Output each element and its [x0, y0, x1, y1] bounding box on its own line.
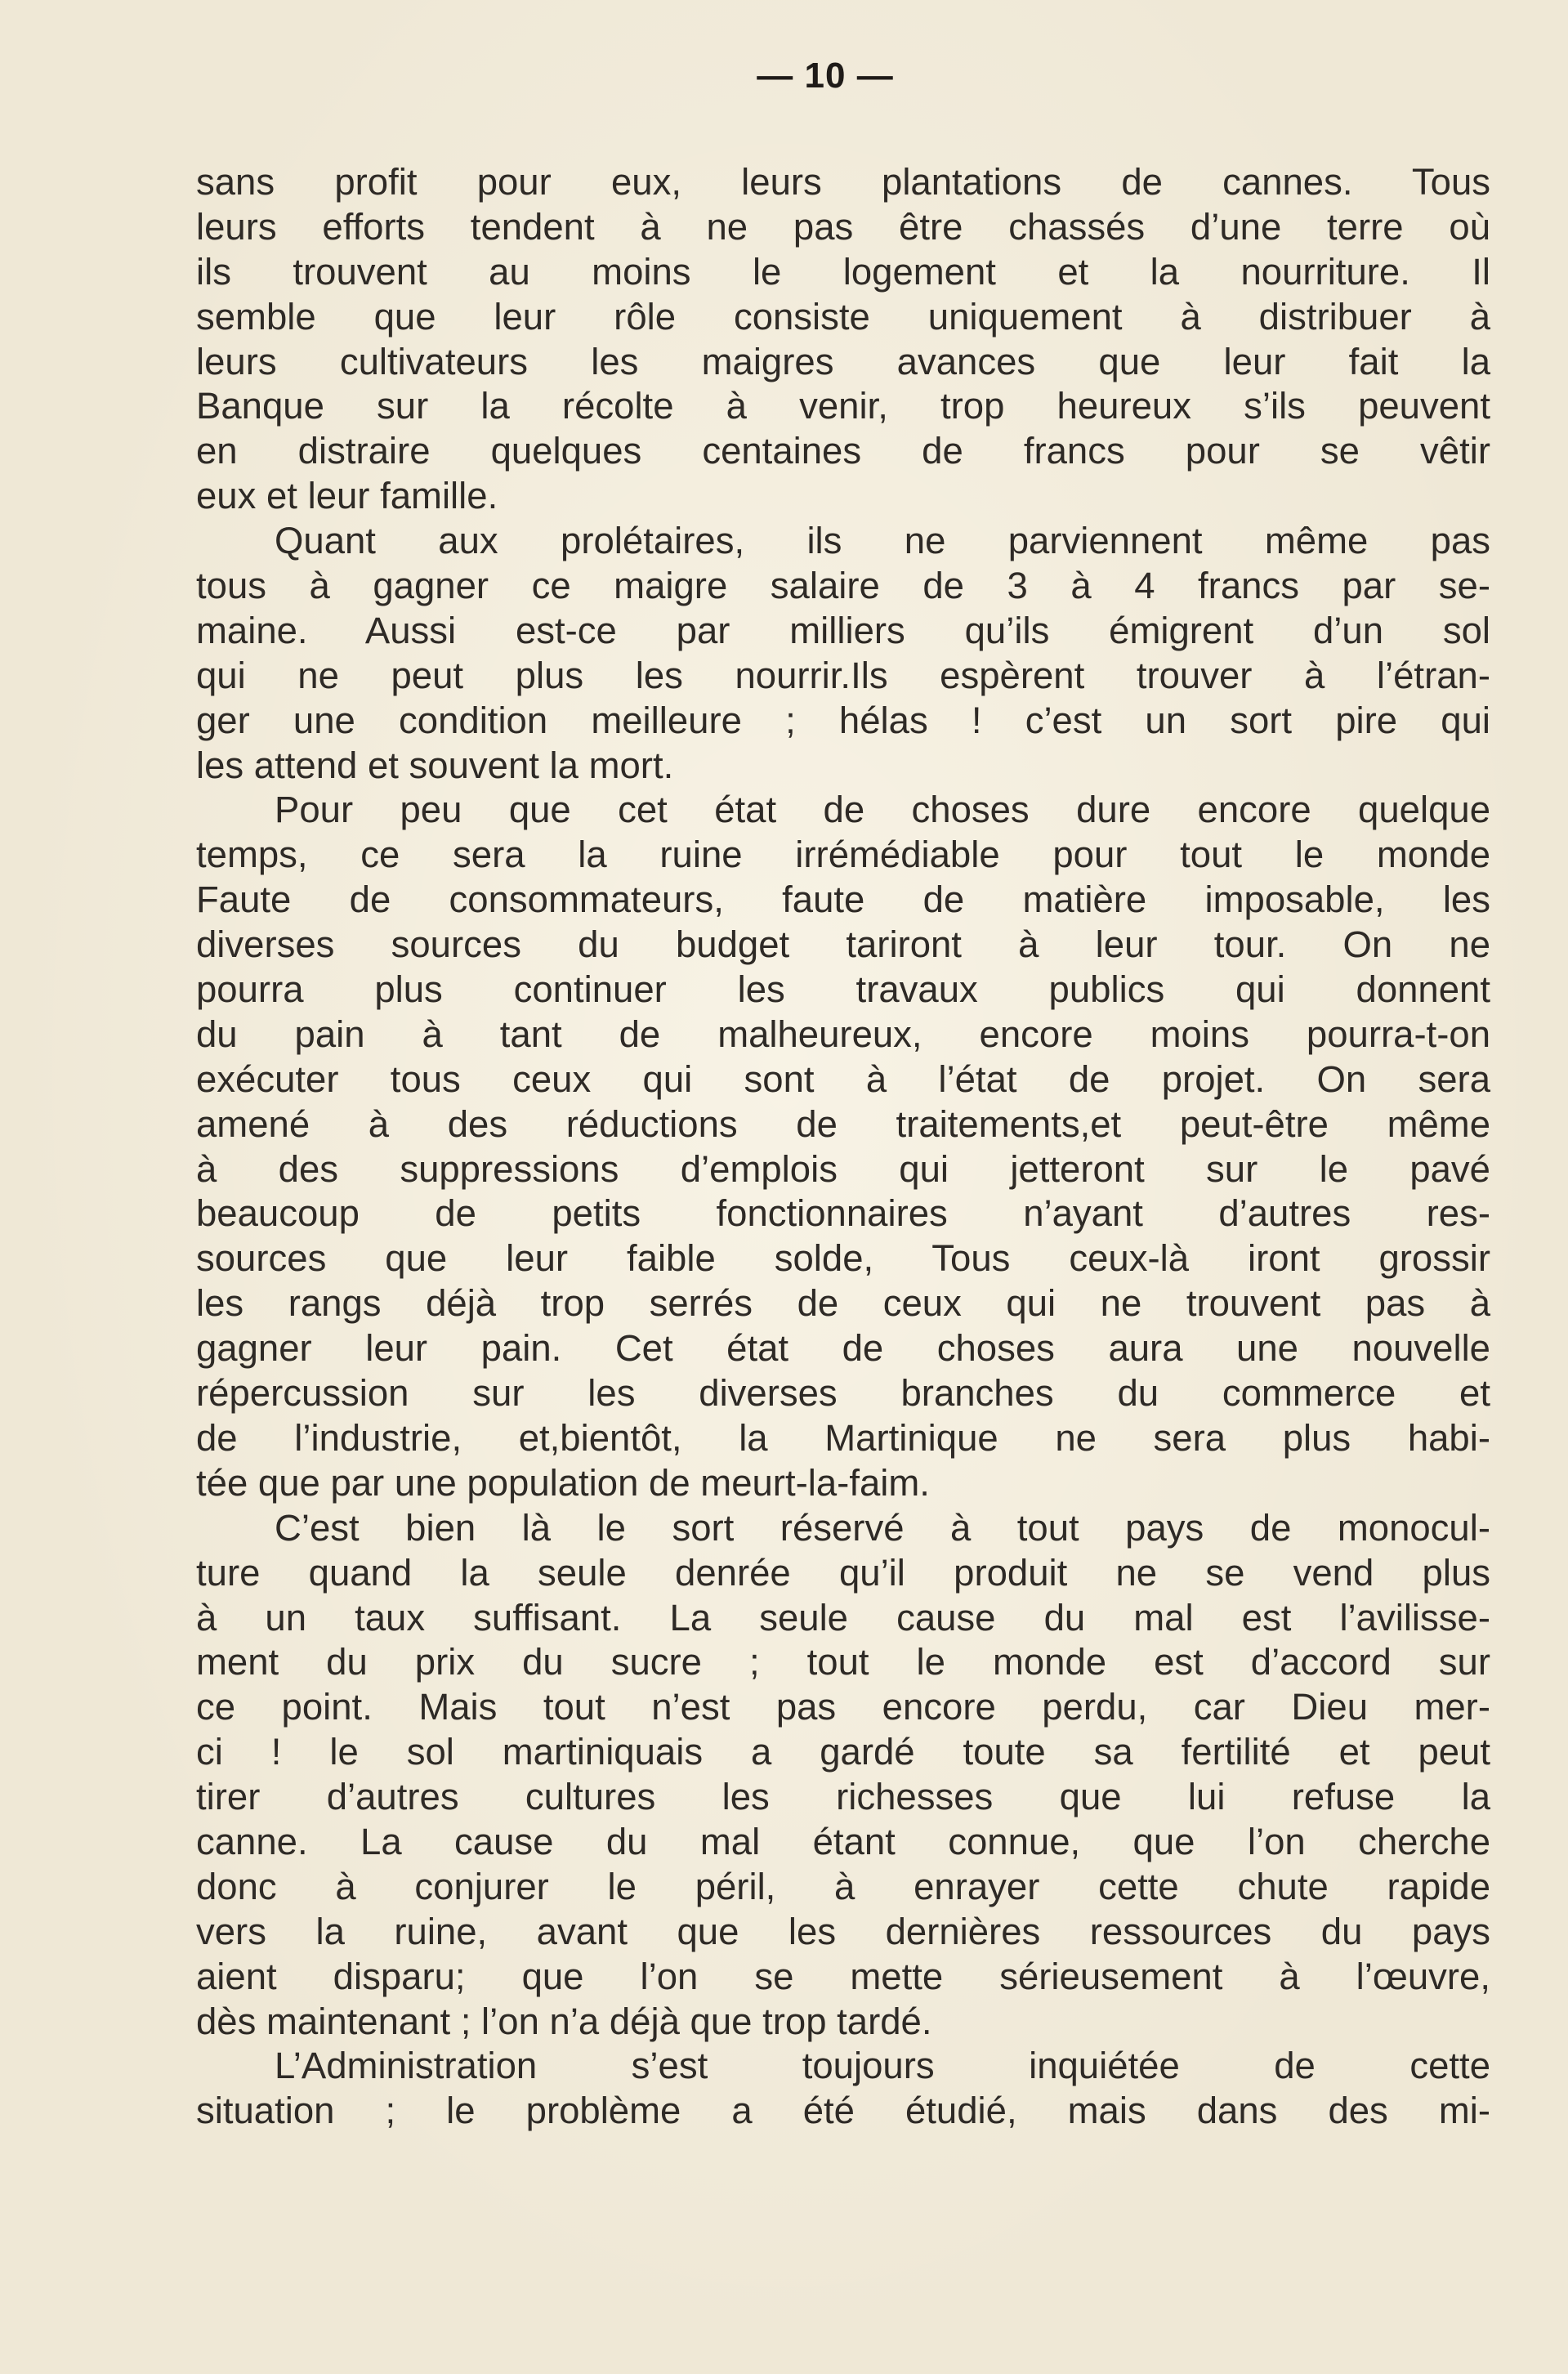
text-line: vers la ruine, avant que les dernières ressources du pays — [196, 1910, 1490, 1952]
text-line: tous à gagner ce maigre salaire de 3 à 4 francs par se- — [196, 565, 1490, 607]
text-line: ci ! le sol martiniquais a gardé toute sa fertilité et peut — [196, 1731, 1490, 1773]
text-line: amené à des réductions de traitements,et peut-être même — [196, 1102, 1490, 1145]
text-line: Quant aux prolétaires, ils ne parviennent même pas — [275, 520, 1490, 562]
text-line: Pour peu que cet état de choses dure encore quelque — [275, 789, 1490, 831]
text-line: C’est bien là le sort réservé à tout pays de monocul- — [275, 1506, 1490, 1549]
text-line: ment du prix du sucre ; tout le monde est d’accord sur — [196, 1641, 1490, 1683]
text-line: en distraire quelques centaines de francs pour se vêtir — [196, 430, 1490, 472]
text-line: ture quand la seule denrée qu’il produit ne se vend plus — [196, 1551, 1490, 1594]
paragraph — [196, 1506, 1490, 2045]
text-line: sources que leur faible solde, Tous ceux-là iront grossir — [196, 1237, 1490, 1280]
text-line: donc à conjurer le péril, à enrayer cette chute rapide — [196, 1865, 1490, 1907]
text-line: semble que leur rôle consiste uniquement à distribuer à — [196, 295, 1490, 338]
text-line: tée que par une population de meurt-la-faim. — [196, 1461, 930, 1504]
text-line: tirer d’autres cultures les richesses que lui refuse la — [196, 1776, 1490, 1818]
text-line: ger une condition meilleure ; hélas ! c’est un sort pire qui — [196, 699, 1490, 741]
text-line: les attend et souvent la mort. — [196, 744, 674, 786]
text-line: ce point. Mais tout n’est pas encore perdu, car Dieu mer- — [196, 1686, 1490, 1728]
text-line: beaucoup de petits fonctionnaires n’ayant d’autres res- — [196, 1192, 1490, 1235]
text-line: temps, ce sera la ruine irrémédiable pour tout le monde — [196, 834, 1490, 876]
paragraph — [196, 788, 1490, 1505]
page-number: — 10 — — [757, 56, 894, 96]
text-line: du pain à tant de malheureux, encore moins pourra-t-on — [196, 1013, 1490, 1055]
text-line: situation ; le problème a été étudié, mais dans des mi- — [196, 2090, 1490, 2132]
text-line: aient disparu; que l’on se mette sérieusement à l’œuvre, — [196, 1955, 1490, 1997]
text-line: de l’industrie, et,bientôt, la Martinique ne sera plus habi- — [196, 1416, 1490, 1459]
text-line: canne. La cause du mal étant connue, que l’on cherche — [196, 1820, 1490, 1862]
text-line: leurs efforts tendent à ne pas être chassés d’une terre où — [196, 205, 1490, 248]
text-line: ils trouvent au moins le logement et la nourriture. Il — [196, 250, 1490, 293]
text-line: sans profit pour eux, leurs plantations de cannes. Tous — [196, 161, 1490, 203]
text-line: les rangs déjà trop serrés de ceux qui ne trouvent pas à — [196, 1282, 1490, 1325]
paragraph — [196, 160, 1490, 519]
text-line: eux et leur famille. — [196, 475, 498, 517]
text-line: répercussion sur les diverses branches du commerce et — [196, 1372, 1490, 1415]
paragraph — [196, 519, 1490, 788]
text-line: maine. Aussi est-ce par milliers qu’ils émigrent d’un sol — [196, 609, 1490, 651]
text-line: exécuter tous ceux qui sont à l’état de projet. On sera — [196, 1057, 1490, 1100]
text-line: Faute de consommateurs, faute de matière imposable, les — [196, 879, 1490, 921]
text-line: pourra plus continuer les travaux publics qui donnent — [196, 968, 1490, 1011]
text-line: L’Administration s’est toujours inquiétée de cette — [275, 2045, 1490, 2087]
body-text — [196, 160, 1490, 2134]
text-line: gagner leur pain. Cet état de choses aura une nouvelle — [196, 1327, 1490, 1370]
text-line: qui ne peut plus les nourrir.Ils espèrent trouver à l’étran- — [196, 654, 1490, 696]
text-line: à des suppressions d’emplois qui jetteront sur le pavé — [196, 1147, 1490, 1190]
text-line: leurs cultivateurs les maigres avances que leur fait la — [196, 340, 1490, 382]
text-line: diverses sources du budget tariront à leur tour. On ne — [196, 923, 1490, 966]
paragraph — [196, 2044, 1490, 2134]
text-line: dès maintenant ; l’on n’a déjà que trop tardé. — [196, 2000, 932, 2042]
text-line: Banque sur la récolte à venir, trop heureux s’ils peuvent — [196, 385, 1490, 427]
text-line: à un taux suffisant. La seule cause du mal est l’avilisse- — [196, 1596, 1490, 1639]
